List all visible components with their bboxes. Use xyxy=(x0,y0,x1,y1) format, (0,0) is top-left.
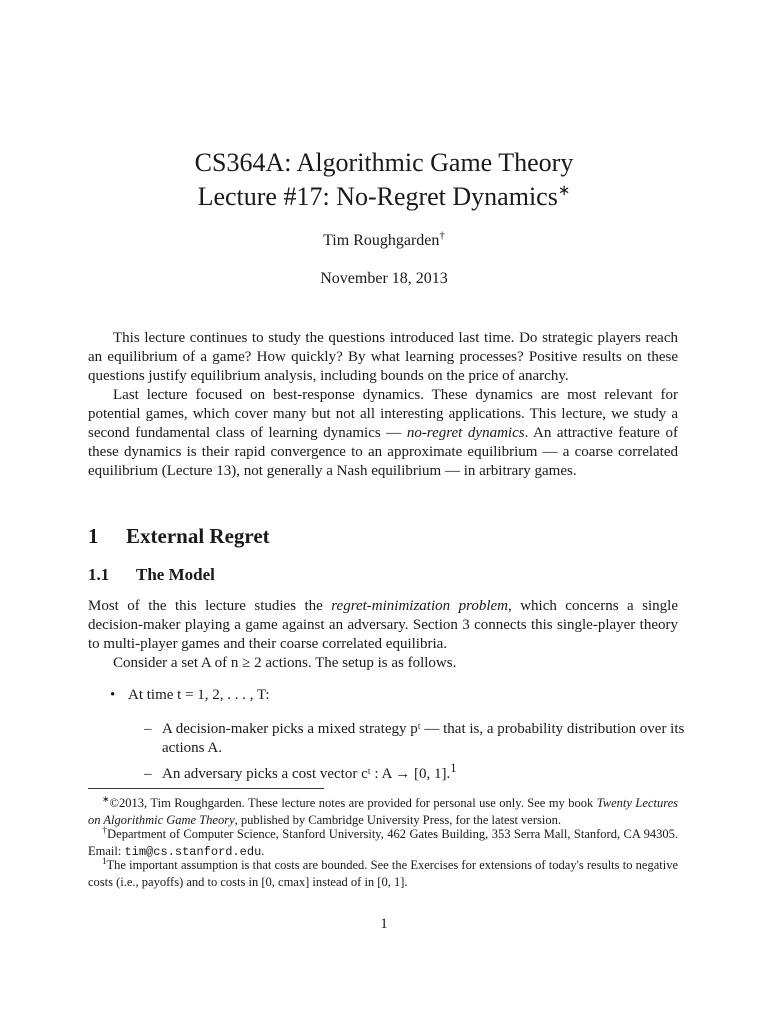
list-bullet: • At time t = 1, 2, . . . , T: xyxy=(110,687,270,703)
title-line-1: CS364A: Algorithmic Game Theory xyxy=(194,148,574,177)
model-paragraph-2: Consider a set A of n ≥ 2 actions. The setup is as follows. xyxy=(113,655,457,671)
list-item-2: – An adversary picks a cost vector cᵗ : A → [0, 1].$^1$ xyxy=(144,761,457,782)
footnote-ref-1: 1 xyxy=(450,761,457,775)
title-line-2: Lecture #17: No-Regret Dynamics∗ xyxy=(197,182,571,211)
intro-paragraph-2: Last lecture focused on best-response dynamics. These dynamics are most relevant for potential games, which cover many but not all interesting applications. This lecture, we study a second fundamental class of learning dynamics — no-regret dynamics. An attractive feature of these dynamics is their rapid convergence to an approximate equilibrium — a coarse correlated equilibrium (Lecture 13), not generally a Nash equilibrium — in arbitrary games. xyxy=(88,387,678,479)
subsection-heading: 1.1 The Model xyxy=(88,565,215,584)
list-item-1: – A decision-maker picks a mixed strategy pᵗ — that is, a probability distribution over its actions A. xyxy=(144,721,685,756)
email-link[interactable]: tim@cs.stanford.edu xyxy=(124,844,262,859)
page-number: 1 xyxy=(380,916,388,932)
intro-paragraph-1: This lecture continues to study the questions introduced last time. Do strategic players reach an equilibrium of a game? How quickly? By what learning processes? Positive results on these questions justify equilibrium analysis, including bounds on the price of anarchy. xyxy=(88,330,678,384)
footnote-1: ∗©2013, Tim Roughgarden. These lecture notes are provided for personal use only. See my book Twenty Lectures on Algorithmic Game Theory, published by Cambridge University Press, for the latest version. xyxy=(88,793,679,827)
title-footnote-mark: ∗ xyxy=(557,183,571,199)
date: November 18, 2013 xyxy=(320,270,448,287)
dash-icon: – xyxy=(144,766,152,782)
author-footnote-mark: † xyxy=(439,229,445,242)
footnote-rule xyxy=(88,788,324,789)
section-heading: 1 External Regret xyxy=(88,524,270,548)
author: Tim Roughgarden† xyxy=(323,229,445,249)
model-paragraph-1: Most of the this lecture studies the regret-minimization problem, which concerns a single decision-maker playing a game against an adversary. Section 3 connects this single-player theory to multi-player games and their coarse correlated equilibria. xyxy=(88,598,678,652)
footnote-2: †Department of Computer Science, Stanford University, 462 Gates Building, 353 Serra Mall, Stanford, CA 94305. Email: tim@cs.stanford.edu. xyxy=(88,824,678,859)
dash-icon: – xyxy=(144,721,152,737)
bullet-icon: • xyxy=(110,687,116,703)
footnote-3: $^1$The important assumption is that costs are bounded. See the Exercises for extensions of today's results to negative costs (i.e., payoffs) and to costs in [0, cmax] instead of in [0, 1]. xyxy=(88,855,678,889)
